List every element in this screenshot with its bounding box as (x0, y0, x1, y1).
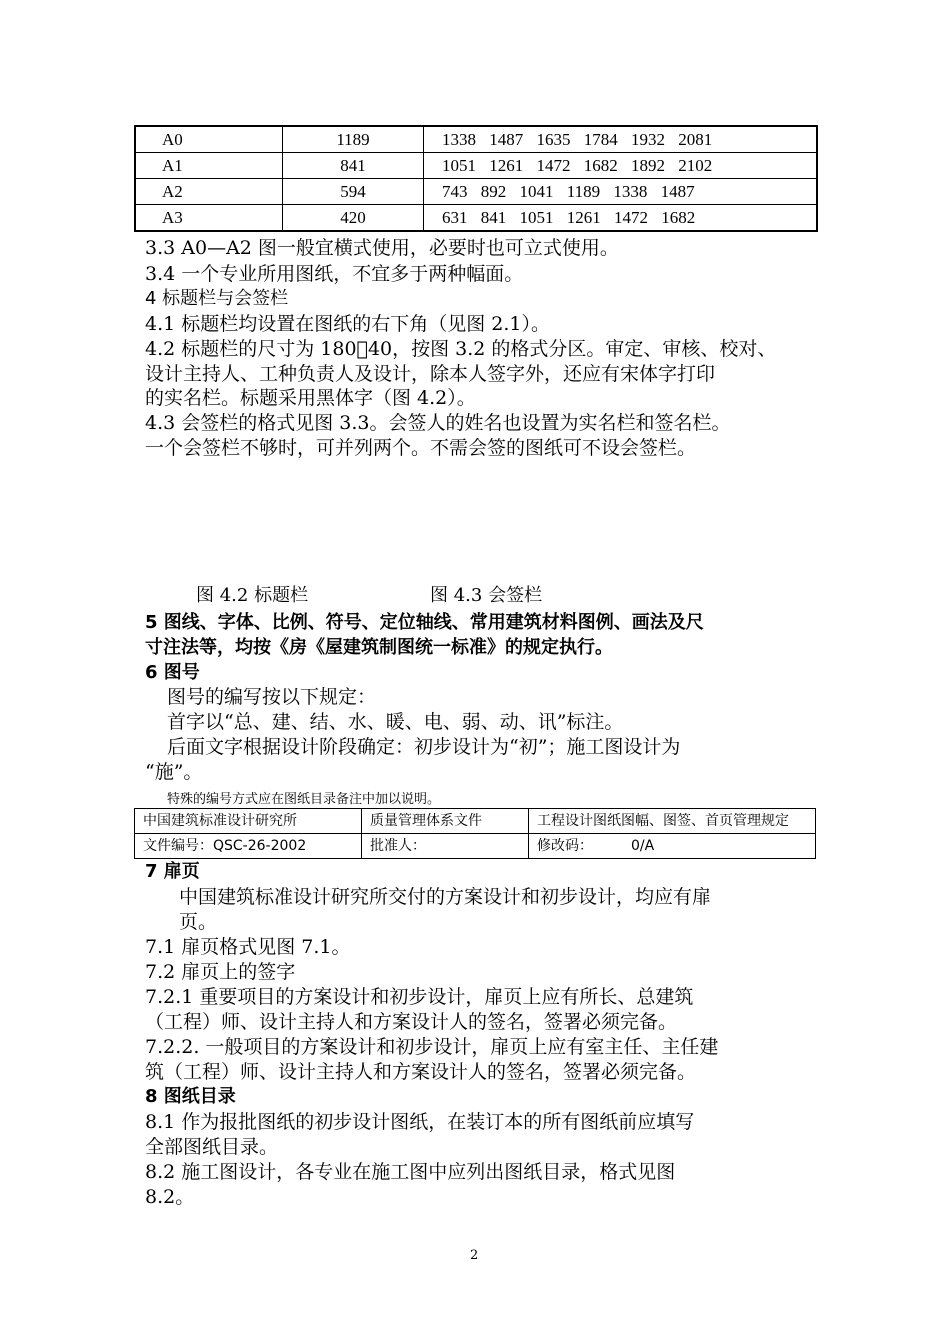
size-extended: 743 892 1041 1189 1338 1487 (424, 179, 818, 205)
table-row (135, 153, 817, 179)
paragraph-4-2-line1: 4.2 标题栏的尺寸为 180 40，按图 3.2 的格式分区。审定、审核、校对、 (145, 338, 777, 360)
section-6-p3-line2: “施”。 (145, 761, 203, 783)
paragraph-7-2-1-line2: （工程）师、设计主持人和方案设计人的签名，签署必须完备。 (145, 1011, 678, 1033)
size-code: A3 (135, 205, 283, 232)
table-row (135, 205, 817, 232)
section-5-line2: 寸注法等，均按《房《屋建筑制图统一标准》的规定执行。 (145, 637, 613, 658)
paragraph-7-1: 7.1 扉页格式见图 7.1。 (145, 936, 351, 958)
section-7-p1-line1: 中国建筑标准设计研究所交付的方案设计和初步设计，均应有扉 (179, 886, 712, 908)
section-6-p3-line1: 后面文字根据设计阶段确定：初步设计为“初”；施工图设计为 (167, 736, 681, 758)
paragraph-4-3-line1: 4.3 会签栏的格式见图 3.3。会签人的姓名也设置为实名栏和签名栏。 (145, 412, 731, 434)
section-8-heading: 8 图纸目录 (145, 1086, 236, 1107)
paragraph-3-3: 3.3 A0—A2 图一般宜横式使用，必要时也可立式使用。 (145, 237, 619, 259)
size-length: 1189 (283, 126, 424, 153)
size-extended: 1338 1487 1635 1784 1932 2081 (424, 126, 818, 153)
paragraph-7-2-1-line1: 7.2.1 重要项目的方案设计和初步设计，扉页上应有所长、总建筑 (145, 986, 694, 1008)
size-extended: 631 841 1051 1261 1472 1682 (424, 205, 818, 232)
paragraph-4-2-line3: 的实名栏。标题采用黑体字（图 4.2）。 (145, 387, 476, 409)
paragraph-7-2-2-line2: 筑（工程）师、设计主持人和方案设计人的签名，签署必须完备。 (145, 1061, 697, 1083)
paragraph-4-2-line2: 设计主持人、工种负责人及设计，除本人签字外，还应有宋体字打印 (145, 363, 716, 385)
size-code: A2 (135, 179, 283, 205)
table-row (135, 126, 817, 153)
paragraph-4-3-line2: 一个会签栏不够时，可并列两个。不需会签的图纸可不设会签栏。 (145, 437, 697, 459)
size-code: A0 (135, 126, 283, 153)
section-6-note: 特殊的编号方式应在图纸目录备注中加以说明。 (167, 792, 441, 807)
section-4-heading: 4 标题栏与会签栏 (145, 288, 289, 309)
paper-size-table (134, 125, 818, 232)
size-code: A1 (135, 153, 283, 179)
size-extended: 1051 1261 1472 1682 1892 2102 (424, 153, 818, 179)
section-6-p2: 首字以“总、建、结、水、暖、电、弱、动、讯”标注。 (167, 711, 624, 733)
approver: 批准人： (362, 834, 529, 859)
section-6-heading: 6 图号 (145, 662, 200, 683)
table-row (135, 834, 816, 859)
paragraph-8-2-line1: 8.2 施工图设计，各专业在施工图中应列出图纸目录，格式见图 (145, 1161, 676, 1183)
doc-type: 质量管理体系文件 (362, 809, 529, 834)
size-length: 841 (283, 153, 424, 179)
section-6-p1: 图号的编写按以下规定： (167, 686, 377, 708)
paragraph-8-1-line2: 全部图纸目录。 (145, 1136, 279, 1158)
page-number: 2 (470, 1248, 479, 1263)
figure-4-3-caption: 图 4.3 会签栏 (430, 585, 543, 606)
section-5-line1: 5 图线、字体、比例、符号、定位轴线、常用建筑材料图例、画法及尺 (145, 612, 704, 633)
size-length: 594 (283, 179, 424, 205)
file-number: 文件编号：QSC-26-2002 (135, 834, 362, 859)
paragraph-8-2-line2: 8.2。 (145, 1186, 195, 1208)
revision-code (529, 834, 816, 859)
section-7-p1-line2: 页。 (179, 911, 218, 933)
paragraph-4-1: 4.1 标题栏均设置在图纸的右下角（见图 2.1）。 (145, 313, 551, 335)
institute-name: 中国建筑标准设计研究所 (135, 809, 362, 834)
doc-title: 工程设计图纸图幅、图签、首页管理规定 (529, 809, 816, 834)
paragraph-3-4: 3.4 一个专业所用图纸，不宜多于两种幅面。 (145, 263, 524, 285)
table-row (135, 179, 817, 205)
figure-4-2-caption: 图 4.2 标题栏 (196, 585, 309, 606)
table-row (135, 809, 816, 834)
paragraph-7-2: 7.2 扉页上的签字 (145, 961, 296, 983)
revision-value: 0/A (631, 838, 655, 854)
section-7-heading: 7 扉页 (145, 861, 200, 882)
document-footer-table (134, 808, 816, 859)
paragraph-8-1-line1: 8.1 作为报批图纸的初步设计图纸，在装订本的所有图纸前应填写 (145, 1111, 695, 1133)
paragraph-7-2-2-line1: 7.2.2. 一般项目的方案设计和初步设计，扉页上应有室主任、主任建 (145, 1036, 719, 1058)
size-length: 420 (283, 205, 424, 232)
revision-label: 修改码： (537, 838, 593, 854)
